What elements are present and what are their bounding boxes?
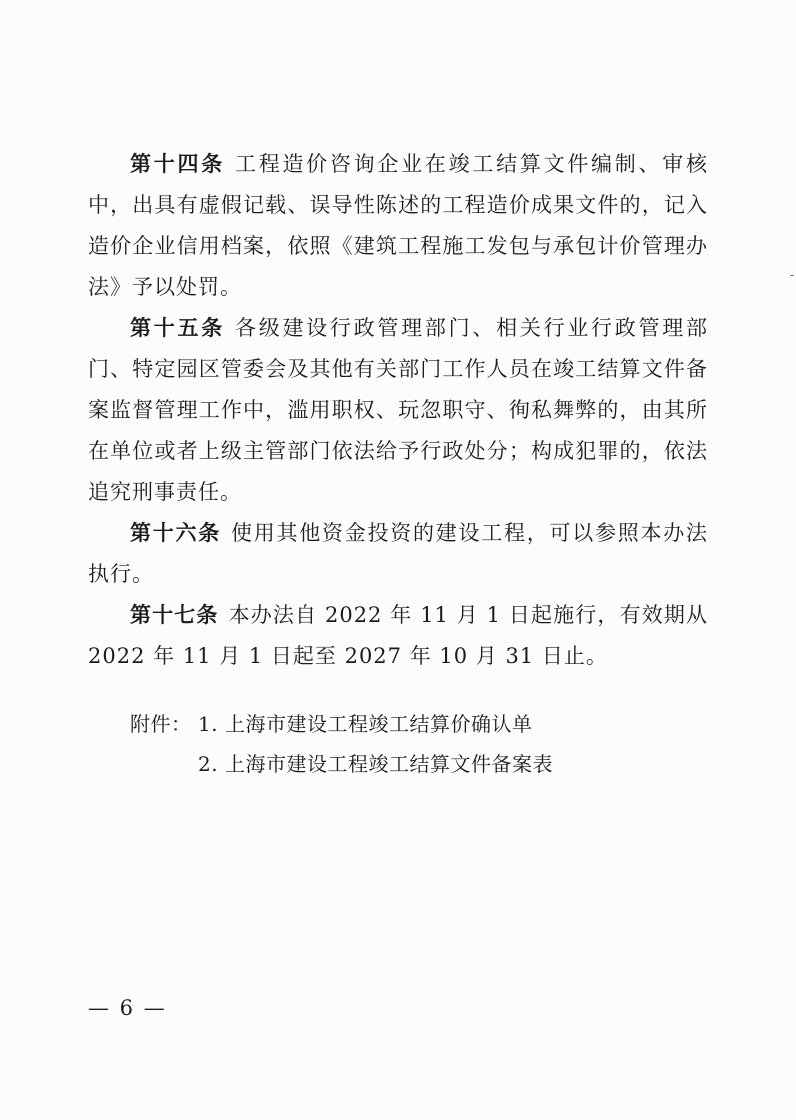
- article-number: 第十七条: [130, 603, 219, 627]
- attachment-item: [130, 704, 553, 744]
- attachment-item: [130, 744, 553, 784]
- article-number: 第十五条: [130, 316, 225, 340]
- article-number: 第十四条: [130, 152, 225, 176]
- attachment-title: 2. 上海市建设工程竣工结算文件备案表: [198, 752, 553, 776]
- article-text: 本办法自 2022 年 11 月 1 日起施行，有效期从 2022 年 11 月 1 日起至 2027 年 10 月 31 日止。: [88, 603, 709, 668]
- article-15: [88, 308, 708, 513]
- attachment-title: 1. 上海市建设工程竣工结算价确认单: [198, 712, 533, 736]
- article-16: [88, 513, 708, 595]
- page-number: — 6 —: [88, 996, 167, 1020]
- margin-mark: -: [789, 268, 794, 282]
- article-text: 使用其他资金投资的建设工程，可以参照本办法执行。: [88, 521, 708, 586]
- article-text: 各级建设行政管理部门、相关行业行政管理部门、特定园区管委会及其他有关部门工作人员在竣工结算文件备案监督管理工作中，滥用职权、玩忽职守、徇私舞弊的，由其所在单位或者上级主管部门依法给予行政处分；构成犯罪的，依法追究刑事责任。: [88, 316, 709, 504]
- attachments-label: 附件：: [130, 712, 192, 736]
- document-body: [88, 144, 708, 677]
- article-14: [88, 144, 708, 308]
- article-17: [88, 595, 708, 677]
- attachments-list: [130, 704, 553, 784]
- article-text: 工程造价咨询企业在竣工结算文件编制、审核中，出具有虚假记载、误导性陈述的工程造价成果文件的，记入造价企业信用档案，依照《建筑工程施工发包与承包计价管理办法》予以处罚。: [88, 152, 709, 299]
- article-number: 第十六条: [130, 521, 221, 545]
